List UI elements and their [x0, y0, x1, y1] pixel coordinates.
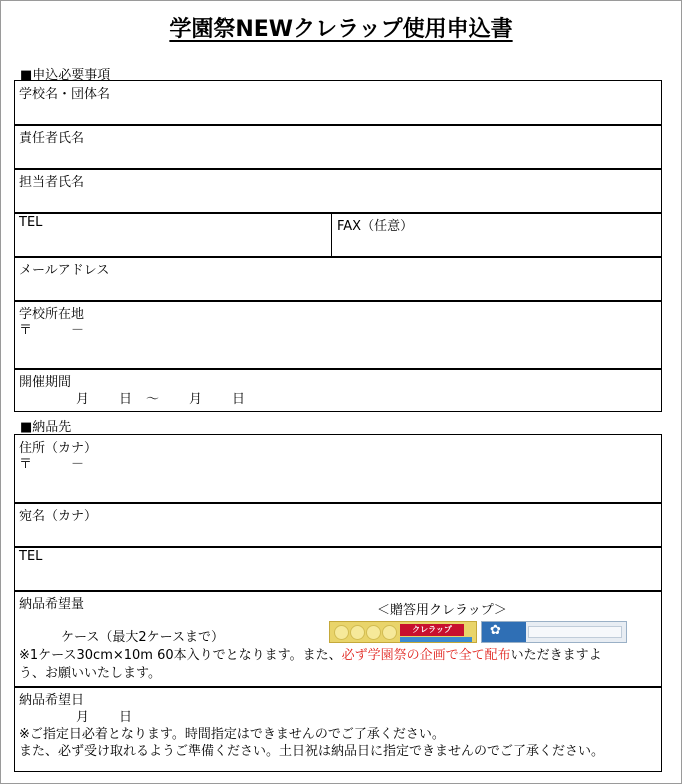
quantity-note-line1: [19, 644, 602, 663]
quantity-note-suffix: いただきますよ: [510, 648, 602, 663]
lemon-icon: [366, 625, 381, 640]
period-end-month: 月: [189, 392, 203, 407]
tel-fax-row: [14, 212, 662, 258]
quantity-field[interactable]: [14, 590, 662, 688]
contact-person-label: 担当者氏名: [19, 175, 85, 190]
recipient-field[interactable]: [14, 502, 662, 548]
fax-label: FAX（任意）: [337, 219, 414, 234]
delivery-date-month: 月: [76, 710, 90, 725]
delivery-section-heading: ■納品先: [20, 420, 72, 435]
wrap-package-side: [481, 621, 627, 643]
delivery-date-note1: ※ご指定日必着となります。時間指定はできませんのでご了承ください。: [19, 727, 445, 742]
email-label: メールアドレス: [19, 263, 110, 278]
quantity-label: 納品希望量: [19, 597, 85, 612]
responsible-person-field[interactable]: [14, 124, 662, 170]
event-period-field[interactable]: [14, 368, 662, 412]
delivery-date-day: 日: [119, 710, 133, 725]
school-address-field[interactable]: [14, 300, 662, 370]
delivery-date-note2: また、必ず受け取れるようご準備ください。土日祝は納品日に指定できませんのでご了承ください。: [19, 744, 605, 759]
school-postal-code: 〒 －: [19, 323, 85, 338]
email-field[interactable]: [14, 256, 662, 302]
delivery-tel-field[interactable]: [14, 546, 662, 592]
school-name-label: 学校名・団体名: [19, 87, 111, 102]
package-blue-panel: [482, 622, 526, 642]
product-brand-logo: クレラップ: [400, 624, 464, 636]
tel-label: TEL: [19, 215, 43, 230]
period-end-day: 日: [232, 392, 246, 407]
tel-fax-divider: [331, 213, 332, 257]
delivery-address-label: 住所（カナ）: [19, 441, 98, 456]
delivery-tel-label: TEL: [19, 549, 43, 564]
delivery-date-label: 納品希望日: [19, 693, 85, 708]
quantity-note-line2: う、お願いいたします。: [19, 666, 161, 681]
period-start-day: 日: [119, 392, 133, 407]
delivery-postal-code: 〒 －: [19, 457, 85, 472]
case-count-text: ケース（最大2ケースまで）: [61, 630, 224, 645]
product-image: [329, 621, 627, 643]
product-caption: ＜贈答用クレラップ＞: [377, 603, 507, 618]
ribbon-bow-icon: ✿: [490, 623, 501, 638]
quantity-note-prefix: ※1ケース30cm×10m 60本入りでとなります。また、: [19, 648, 342, 663]
wrap-roll: [528, 626, 622, 638]
distribution-requirement-highlight: 必ず学園祭の企画で全て配布: [341, 648, 511, 663]
school-name-field[interactable]: [14, 80, 662, 126]
contact-person-field[interactable]: [14, 168, 662, 214]
delivery-address-field[interactable]: [14, 434, 662, 504]
period-start-month: 月: [76, 392, 90, 407]
lemon-icon: [382, 625, 397, 640]
form-title-text: 学園祭NEWクレラップ使用申込書: [169, 17, 513, 42]
lemon-icon: [350, 625, 365, 640]
wrap-package-front: [329, 621, 477, 643]
applicant-section-heading: ■申込必要事項: [20, 68, 111, 83]
school-address-label: 学校所在地: [19, 307, 85, 322]
lemon-icon: [334, 625, 349, 640]
delivery-date-field[interactable]: [14, 686, 662, 772]
responsible-person-label: 責任者氏名: [19, 131, 85, 146]
package-band: [400, 637, 472, 642]
period-tilde: ～: [146, 392, 160, 407]
event-period-label: 開催期間: [19, 375, 72, 390]
form-title: [0, 12, 682, 43]
recipient-label: 宛名（カナ）: [19, 509, 98, 524]
